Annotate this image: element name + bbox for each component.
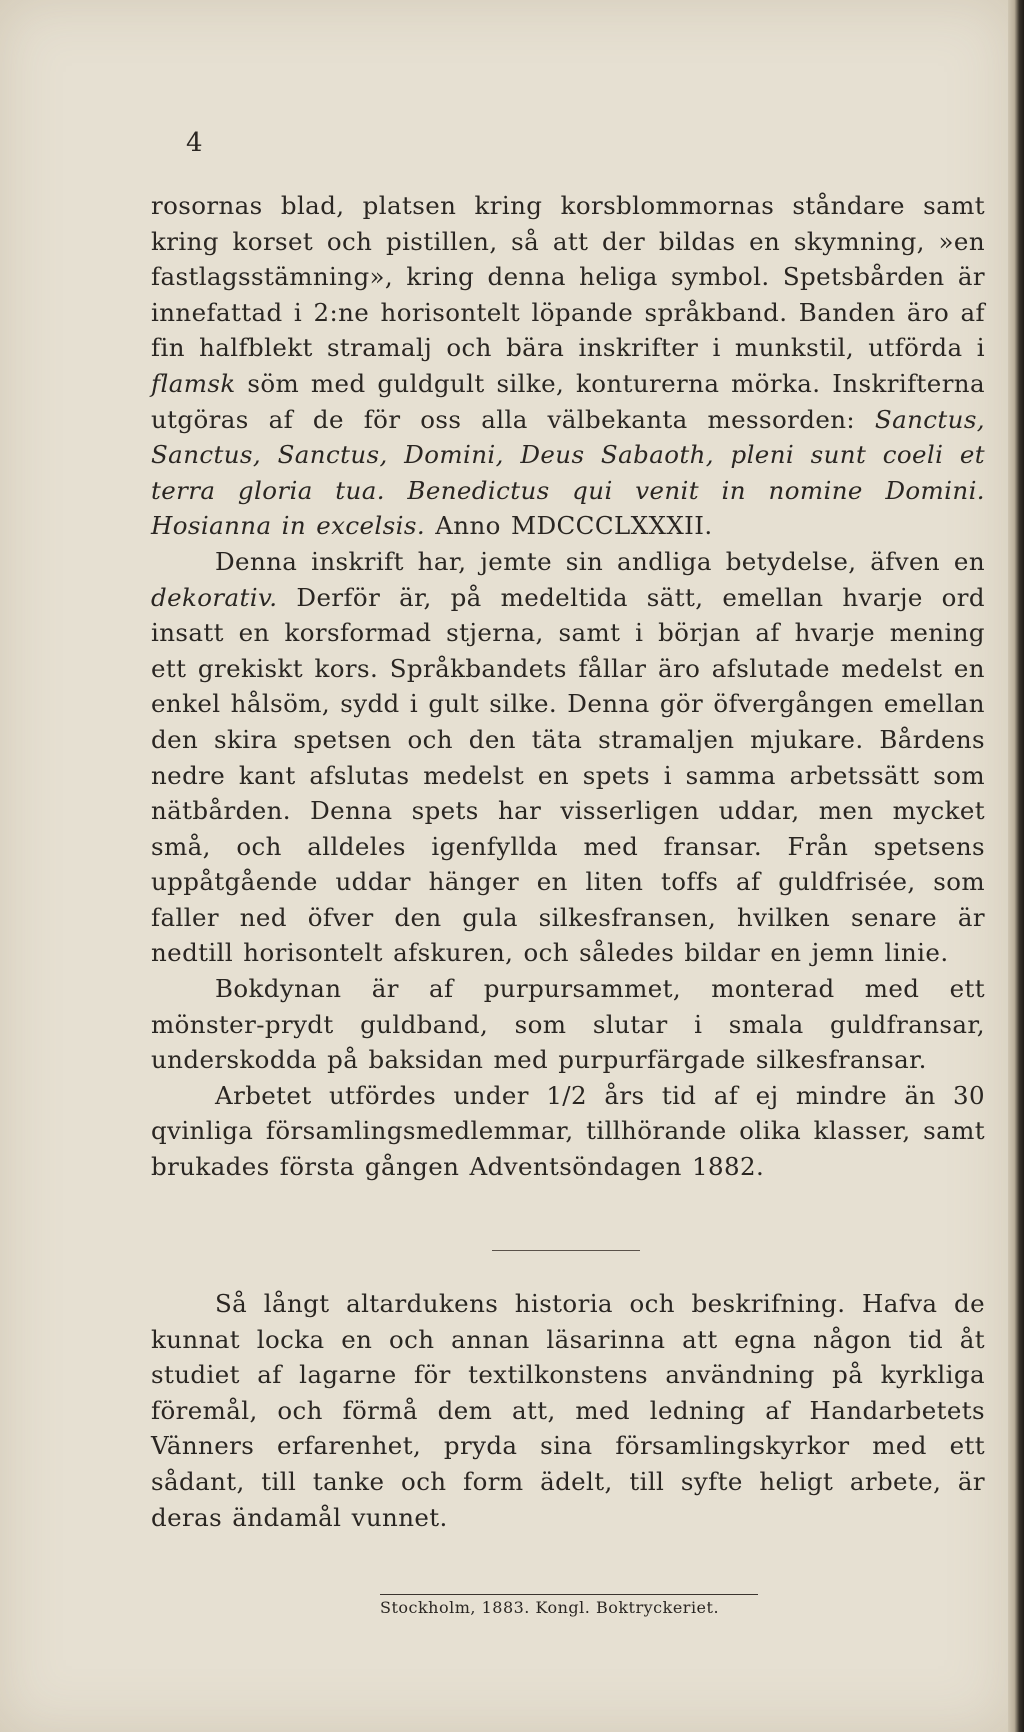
paragraph-1-italic-2: Sanctus, Sanctus, Sanctus, Domini, Deus Sabaoth, pleni sunt coeli et terra gloria tua. Benedictus qui venit in nomine Domini. Hosianna in excelsis.	[151, 404, 985, 541]
book-spine-edge	[1008, 0, 1024, 1732]
page-number: 4	[186, 128, 203, 158]
paragraph-1-part-2: söm med guldgult silke, konturerna mörka. Inskrifterna utgöras af de för oss alla välbekanta messorden:	[151, 368, 985, 434]
paragraph-2	[151, 544, 985, 971]
paragraph-2-part-2: Derför är, på medeltida sätt, emellan hvarje ord insatt en korsformad stjerna, samt i början af hvarje mening ett grekiskt kors. Språkbandets fållar äro afslutade medelst en enkel hålsöm, sydd i gult silke. Denna gör öfvergången emellan den skira spetsen och den täta stramaljen mjukare. Bårdens nedre kant afslutas medelst en spets i samma arbetssätt som nätbården. Denna spets har visserligen uddar, men mycket små, och alldeles igenfyllda med fransar. Från spetsens uppåtgående uddar hänger en liten toffs af guldfrisée, som faller ned öfver den gula silkesfransen, hvilken senare är nedtill horisontelt afskuren, och således bildar en jemn linie.	[151, 582, 985, 968]
body-text	[151, 188, 985, 1185]
printer-imprint: Stockholm, 1883. Kongl. Boktryckeriet.	[380, 1598, 720, 1617]
paragraph-1	[151, 188, 985, 544]
paragraph-3: Bokdynan är af purpursammet, monterad med ett mönster-prydt guldband, som slutar i smala guldfransar, underskodda på baksidan med purpurfärgade silkesfransar.	[151, 974, 985, 1075]
paragraph-4-part-1: Arbetet utfördes under	[215, 1080, 547, 1110]
paragraph-4	[151, 1078, 985, 1185]
paragraph-4-fraction: 1/2	[546, 1080, 587, 1110]
paragraph-2-part-1: Denna inskrift har, jemte sin andliga betydelse, äfven en	[215, 546, 985, 576]
closing-paragraph: Så långt altardukens historia och beskrifning. Hafva de kunnat locka en och annan läsarinna att egna någon tid åt studiet af lagarne för textilkonstens användning på kyrkliga föremål, och förmå dem att, med ledning af Handarbetets Vänners erfarenhet, pryda sina församlingskyrkor med ett sådant, till tanke och form ädelt, till syfte heligt arbete, är deras ändamål vunnet.	[151, 1289, 985, 1532]
paragraph-1-italic-1: flamsk	[151, 368, 236, 398]
paragraph-4-part-2: års tid af ej mindre än 30 qvinliga församlingsmedlemmar, tillhörande olika klasser, samt brukades första gången Adventsöndagen 1882.	[151, 1080, 985, 1182]
paragraph-1-part-3: Anno MDCCCLXXXII.	[425, 511, 713, 541]
section-divider	[492, 1250, 640, 1251]
footer-rule	[380, 1594, 758, 1595]
paragraph-2-italic-1: dekorativ.	[151, 582, 278, 612]
paragraph-1-part-1: rosornas blad, platsen kring korsblommornas ståndare samt kring korset och pistillen, så att der bildas en skymning, »en fastlagsstämning», kring denna heliga symbol. Spetsbården är innefattad i 2:ne horisontelt löpande språkband. Banden äro af fin halfblekt stramalj och bära inskrifter i munkstil, utförda i	[151, 191, 985, 363]
